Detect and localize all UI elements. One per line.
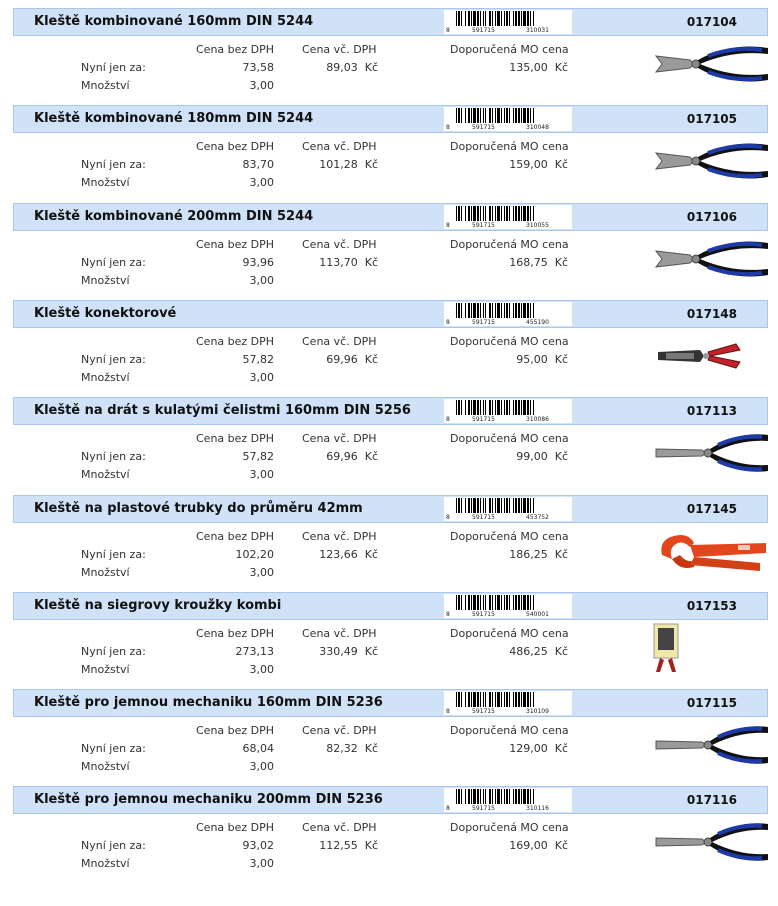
net-price: 57,82 xyxy=(242,450,274,464)
col-rrp-label: Doporučená MO cena xyxy=(450,237,569,251)
product-title[interactable]: Kleště pro jemnou mechaniku 160mm DIN 5236 xyxy=(34,695,383,711)
col-gross-label: Cena vč. DPH xyxy=(302,237,377,251)
barcode-prefix: 8 xyxy=(446,610,450,618)
barcode-group-2: 310109 xyxy=(526,708,549,716)
col-rrp-label: Doporučená MO cena xyxy=(450,43,569,56)
product-item xyxy=(0,681,778,778)
now-only-label: Nyní jen za: xyxy=(81,839,146,853)
barcode-group-1: 591715 xyxy=(472,513,495,521)
net-price: 93,02 xyxy=(242,839,274,853)
barcode-group-2: 310031 xyxy=(526,27,549,34)
rrp-price xyxy=(509,61,568,74)
product-code: 017153 xyxy=(686,598,737,613)
barcode-group-1: 591715 xyxy=(472,221,495,229)
currency-label: Kč xyxy=(554,61,568,74)
currency-label: Kč xyxy=(554,450,568,464)
col-gross-label: Cena vč. DPH xyxy=(302,821,377,835)
col-net-label: Cena bez DPH xyxy=(196,821,275,835)
barcode xyxy=(444,788,572,812)
needle-nose-pliers-icon[interactable] xyxy=(650,816,770,868)
product-item xyxy=(0,389,778,486)
rrp-value: 169,00 xyxy=(509,839,548,853)
rrp-price xyxy=(509,158,568,171)
barcode xyxy=(444,399,572,423)
rrp-value: 99,00 xyxy=(516,450,548,464)
product-code: 017115 xyxy=(686,696,737,711)
rrp-value: 186,25 xyxy=(509,547,548,561)
gross-value: 113,70 xyxy=(319,255,358,269)
col-gross-label: Cena vč. DPH xyxy=(302,432,377,446)
col-net-label: Cena bez DPH xyxy=(196,724,275,738)
barcode-group-1: 591715 xyxy=(472,610,495,618)
now-only-label: Nyní jen za: xyxy=(81,742,146,756)
product-code: 017104 xyxy=(686,15,737,29)
col-gross-label: Cena vč. DPH xyxy=(302,724,377,738)
net-price: 102,20 xyxy=(235,547,274,561)
barcode xyxy=(444,691,572,715)
gross-price xyxy=(319,158,378,171)
currency-label: Kč xyxy=(554,644,568,658)
gross-value: 89,03 xyxy=(326,61,358,74)
col-rrp-label: Doporučená MO cena xyxy=(450,432,569,446)
currency-label: Kč xyxy=(364,839,378,853)
product-header xyxy=(13,8,768,36)
product-item xyxy=(0,584,778,681)
qty-value: 3,00 xyxy=(249,857,274,871)
gross-value: 69,96 xyxy=(326,450,358,464)
currency-label: Kč xyxy=(364,547,378,561)
qty-label: Množství xyxy=(81,760,130,774)
product-header xyxy=(13,105,768,133)
col-gross-label: Cena vč. DPH xyxy=(302,43,377,56)
col-rrp-label: Doporučená MO cena xyxy=(450,724,569,738)
product-title[interactable]: Kleště pro jemnou mechaniku 200mm DIN 5236 xyxy=(34,792,383,808)
barcode-prefix: 8 xyxy=(446,124,450,132)
product-title[interactable]: Kleště na drát s kulatými čelistmi 160mm DIN 5256 xyxy=(34,403,411,419)
col-rrp-label: Doporučená MO cena xyxy=(450,821,569,835)
circlip-pliers-package-icon[interactable] xyxy=(650,622,770,674)
col-net-label: Cena bez DPH xyxy=(196,626,275,640)
col-net-label: Cena bez DPH xyxy=(196,43,275,56)
col-gross-label: Cena vč. DPH xyxy=(302,529,377,543)
product-title[interactable]: Kleště kombinované 160mm DIN 5244 xyxy=(34,14,314,29)
gross-price xyxy=(326,450,378,463)
currency-label: Kč xyxy=(554,547,568,561)
currency-label: Kč xyxy=(364,644,378,658)
barcode-prefix: 8 xyxy=(446,27,450,34)
product-header xyxy=(13,300,768,328)
net-price: 83,70 xyxy=(242,158,274,172)
currency-label: Kč xyxy=(554,255,568,269)
round-nose-pliers-icon[interactable] xyxy=(650,427,770,479)
col-gross-label: Cena vč. DPH xyxy=(302,140,377,154)
product-title[interactable]: Kleště kombinované 200mm DIN 5244 xyxy=(34,208,314,224)
qty-value: 3,00 xyxy=(249,79,274,92)
barcode-group-1: 591715 xyxy=(472,805,495,813)
rrp-price xyxy=(509,839,568,852)
net-price: 57,82 xyxy=(242,352,274,366)
qty-label: Množství xyxy=(81,176,130,190)
barcode-group-2: 453752 xyxy=(526,513,549,521)
barcode-prefix: 8 xyxy=(446,221,450,229)
rrp-price xyxy=(516,353,568,366)
product-header xyxy=(13,397,768,425)
barcode xyxy=(444,107,572,131)
rrp-price xyxy=(509,548,568,561)
gross-value: 123,66 xyxy=(319,547,358,561)
barcode-group-2: 310055 xyxy=(526,221,549,229)
barcode xyxy=(444,10,572,34)
col-rrp-label: Doporučená MO cena xyxy=(450,140,569,154)
barcode-group-2: 310048 xyxy=(526,124,549,132)
barcode-prefix: 8 xyxy=(446,318,450,326)
net-price: 93,96 xyxy=(242,255,274,269)
barcode-group-1: 591715 xyxy=(472,318,495,326)
gross-value: 112,55 xyxy=(319,839,358,853)
now-only-label: Nyní jen za: xyxy=(81,61,146,74)
barcode-prefix: 8 xyxy=(446,416,450,424)
combination-pliers-icon[interactable] xyxy=(650,233,770,285)
barcode xyxy=(444,302,572,326)
currency-label: Kč xyxy=(554,158,568,172)
rrp-price xyxy=(516,450,568,463)
now-only-label: Nyní jen za: xyxy=(81,352,146,366)
currency-label: Kč xyxy=(554,839,568,853)
product-header xyxy=(13,203,768,231)
product-header xyxy=(13,786,768,814)
qty-value: 3,00 xyxy=(249,565,274,579)
barcode-group-1: 591715 xyxy=(472,27,495,34)
col-net-label: Cena bez DPH xyxy=(196,237,275,251)
product-code: 017116 xyxy=(686,793,737,808)
gross-price xyxy=(326,61,378,74)
gross-price xyxy=(319,548,378,561)
product-title[interactable]: Kleště na plastové trubky do průměru 42mm xyxy=(34,500,363,516)
barcode xyxy=(444,497,572,521)
now-only-label: Nyní jen za: xyxy=(81,547,146,561)
barcode-group-2: 455190 xyxy=(526,318,549,326)
qty-label: Množství xyxy=(81,273,130,287)
qty-label: Množství xyxy=(81,565,130,579)
currency-label: Kč xyxy=(554,352,568,366)
product-item xyxy=(0,487,778,584)
product-title[interactable]: Kleště konektorové xyxy=(34,305,177,321)
col-gross-label: Cena vč. DPH xyxy=(302,334,377,348)
combination-pliers-icon[interactable] xyxy=(650,135,770,187)
col-rrp-label: Doporučená MO cena xyxy=(450,626,569,640)
barcode-prefix: 8 xyxy=(446,805,450,813)
currency-label: Kč xyxy=(364,61,378,74)
col-net-label: Cena bez DPH xyxy=(196,432,275,446)
rrp-price xyxy=(509,645,568,658)
qty-label: Množství xyxy=(81,79,130,92)
now-only-label: Nyní jen za: xyxy=(81,255,146,269)
qty-value: 3,00 xyxy=(249,760,274,774)
qty-value: 3,00 xyxy=(249,176,274,190)
qty-label: Množství xyxy=(81,468,130,482)
gross-price xyxy=(326,742,378,755)
rrp-value: 95,00 xyxy=(516,352,548,366)
product-title[interactable]: Kleště kombinované 180mm DIN 5244 xyxy=(34,111,314,127)
currency-label: Kč xyxy=(364,742,378,756)
gross-value: 69,96 xyxy=(326,352,358,366)
gross-value: 82,32 xyxy=(326,742,358,756)
gross-value: 101,28 xyxy=(319,158,358,172)
barcode-group-1: 591715 xyxy=(472,708,495,716)
product-item xyxy=(0,195,778,292)
product-code: 017105 xyxy=(686,112,737,127)
rrp-value: 159,00 xyxy=(509,158,548,172)
product-code: 017113 xyxy=(686,404,737,419)
gross-price xyxy=(319,839,378,852)
qty-value: 3,00 xyxy=(249,468,274,482)
col-net-label: Cena bez DPH xyxy=(196,140,275,154)
needle-nose-pliers-icon[interactable] xyxy=(650,719,770,771)
rrp-value: 168,75 xyxy=(509,255,548,269)
qty-value: 3,00 xyxy=(249,662,274,676)
product-item xyxy=(0,97,778,194)
product-header xyxy=(13,592,768,620)
col-net-label: Cena bez DPH xyxy=(196,334,275,348)
col-net-label: Cena bez DPH xyxy=(196,529,275,543)
pipe-cutter-icon[interactable] xyxy=(650,525,770,577)
now-only-label: Nyní jen za: xyxy=(81,158,146,172)
gross-price xyxy=(326,353,378,366)
product-item xyxy=(0,778,778,875)
currency-label: Kč xyxy=(364,158,378,172)
product-title[interactable]: Kleště na siegrovy kroužky kombi xyxy=(34,597,282,613)
product-item xyxy=(0,0,778,97)
col-rrp-label: Doporučená MO cena xyxy=(450,334,569,348)
qty-value: 3,00 xyxy=(249,273,274,287)
barcode-prefix: 8 xyxy=(446,513,450,521)
product-header xyxy=(13,495,768,523)
net-price: 273,13 xyxy=(235,644,274,658)
rrp-price xyxy=(509,256,568,269)
qty-label: Množství xyxy=(81,662,130,676)
barcode-group-2: 310086 xyxy=(526,416,549,424)
net-price: 68,04 xyxy=(242,742,274,756)
barcode-prefix: 8 xyxy=(446,708,450,716)
qty-value: 3,00 xyxy=(249,370,274,384)
rrp-value: 486,25 xyxy=(509,644,548,658)
product-code: 017148 xyxy=(686,306,737,321)
currency-label: Kč xyxy=(364,450,378,464)
barcode xyxy=(444,594,572,618)
barcode-group-1: 591715 xyxy=(472,124,495,132)
gross-price xyxy=(319,256,378,269)
col-rrp-label: Doporučená MO cena xyxy=(450,529,569,543)
gross-value: 330,49 xyxy=(319,644,358,658)
crimping-pliers-icon[interactable] xyxy=(650,330,770,382)
rrp-price xyxy=(509,742,568,755)
combination-pliers-icon[interactable] xyxy=(650,38,770,90)
rrp-value: 135,00 xyxy=(509,61,548,74)
currency-label: Kč xyxy=(554,742,568,756)
barcode-group-2: 540001 xyxy=(526,610,549,618)
currency-label: Kč xyxy=(364,255,378,269)
now-only-label: Nyní jen za: xyxy=(81,450,146,464)
col-gross-label: Cena vč. DPH xyxy=(302,626,377,640)
product-header xyxy=(13,689,768,717)
rrp-value: 129,00 xyxy=(509,742,548,756)
product-item xyxy=(0,292,778,389)
net-price: 73,58 xyxy=(242,61,274,74)
currency-label: Kč xyxy=(364,352,378,366)
qty-label: Množství xyxy=(81,370,130,384)
barcode-group-2: 310116 xyxy=(526,805,549,813)
gross-price xyxy=(319,645,378,658)
barcode-group-1: 591715 xyxy=(472,416,495,424)
now-only-label: Nyní jen za: xyxy=(81,644,146,658)
product-code: 017145 xyxy=(686,501,737,516)
product-code: 017106 xyxy=(686,209,737,224)
barcode xyxy=(444,205,572,229)
qty-label: Množství xyxy=(81,857,130,871)
